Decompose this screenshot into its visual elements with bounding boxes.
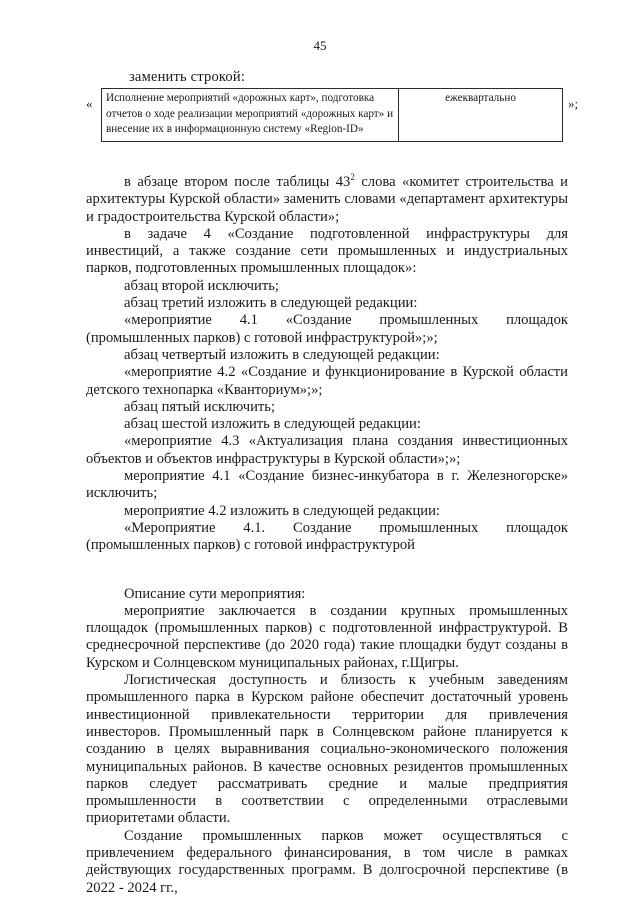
paragraph: «мероприятие 4.3 «Актуализация плана создания инвестиционных объектов и объектов инфраструктуры в Курской области»;»; [86, 433, 568, 467]
paragraph: «мероприятие 4.1 «Создание промышленных площадок (промышленных парков) с готовой инфраструктурой»;»; [86, 312, 568, 346]
paragraph-description-heading: Описание сути мероприятия: [124, 585, 306, 602]
paragraph: Создание промышленных парков может осуществляться с привлечением федерального финансирования, в том числе в рамках действующих государственных программ. В долгосрочной перспективе (в 2022 - 2024 гг., [86, 827, 568, 896]
replace-label: заменить строкой: [129, 69, 246, 85]
paragraph: Логистическая доступность и близость к учебным заведениям промышленного парка в Курском районе обеспечит достаточный уровень инвестиционной привлекательности территории для привлечения инвесторов. Промышленный парк в Солнцевском районе планируется к созданию в целях выравнивания социально-экономического положения муниципальных районов. В качестве основных резидентов промышленных парков следует рассматривать средние и малые предприятия промышленности в соответствии с определенными отраслевыми приоритетами области. [86, 672, 568, 827]
superscript: 2 [350, 172, 355, 183]
table-row [102, 89, 563, 142]
paragraph: мероприятие заключается в создании крупных промышленных площадок (промышленных парков) с подготовленной инфраструктурой. В среднесрочной перспективе (до 2020 года) такие площадки будут созданы в Курском и Солнцевском муниципальных районах, г.Щигры. [86, 602, 568, 671]
page-number: 45 [313, 38, 327, 53]
paragraph-task-4: в задаче 4 «Создание подготовленной инфраструктуры для инвестиций, а также создание сети промышленных и индустриальных парков, подготовленных промышленных площадок»: [86, 225, 568, 277]
paragraph: мероприятие 4.2 изложить в следующей редакции: [124, 502, 440, 519]
table-quote-close: »; [568, 96, 579, 111]
paragraph: абзац шестой изложить в следующей редакции: [124, 416, 421, 433]
paragraph: мероприятие 4.1 «Создание бизнес-инкубатора в г. Железногорске» исключить; [86, 468, 568, 502]
paragraph: абзац третий изложить в следующей редакции: [124, 295, 418, 312]
paragraph: «мероприятие 4.2 «Создание и функционирование в Курской области детского технопарка «Кванториум»;»; [86, 364, 568, 398]
replacement-table [101, 88, 563, 142]
paragraph: абзац четвертый изложить в следующей редакции: [124, 346, 440, 363]
frequency-cell: ежеквартально [399, 89, 563, 142]
paragraph: абзац второй исключить; [124, 277, 279, 294]
table-quote-open: « [86, 96, 93, 111]
body-text [86, 174, 568, 897]
activity-cell: Исполнение мероприятий «дорожных карт», подготовка отчетов о ходе реализации мероприятий «дорожных карт» и внесение их в информационную систему «Region-ID» [102, 89, 399, 142]
paragraph-table-note: в абзаце втором после таблицы $43^2$ слова «комитет строительства и архитектуры Курской области» заменить словами «департамент архитектуры и градостроительства Курской области»; [86, 172, 568, 225]
paragraph: «Мероприятие 4.1. Создание промышленных площадок (промышленных парков) с готовой инфраструктурой [86, 519, 568, 554]
paragraph: абзац пятый исключить; [124, 398, 276, 415]
